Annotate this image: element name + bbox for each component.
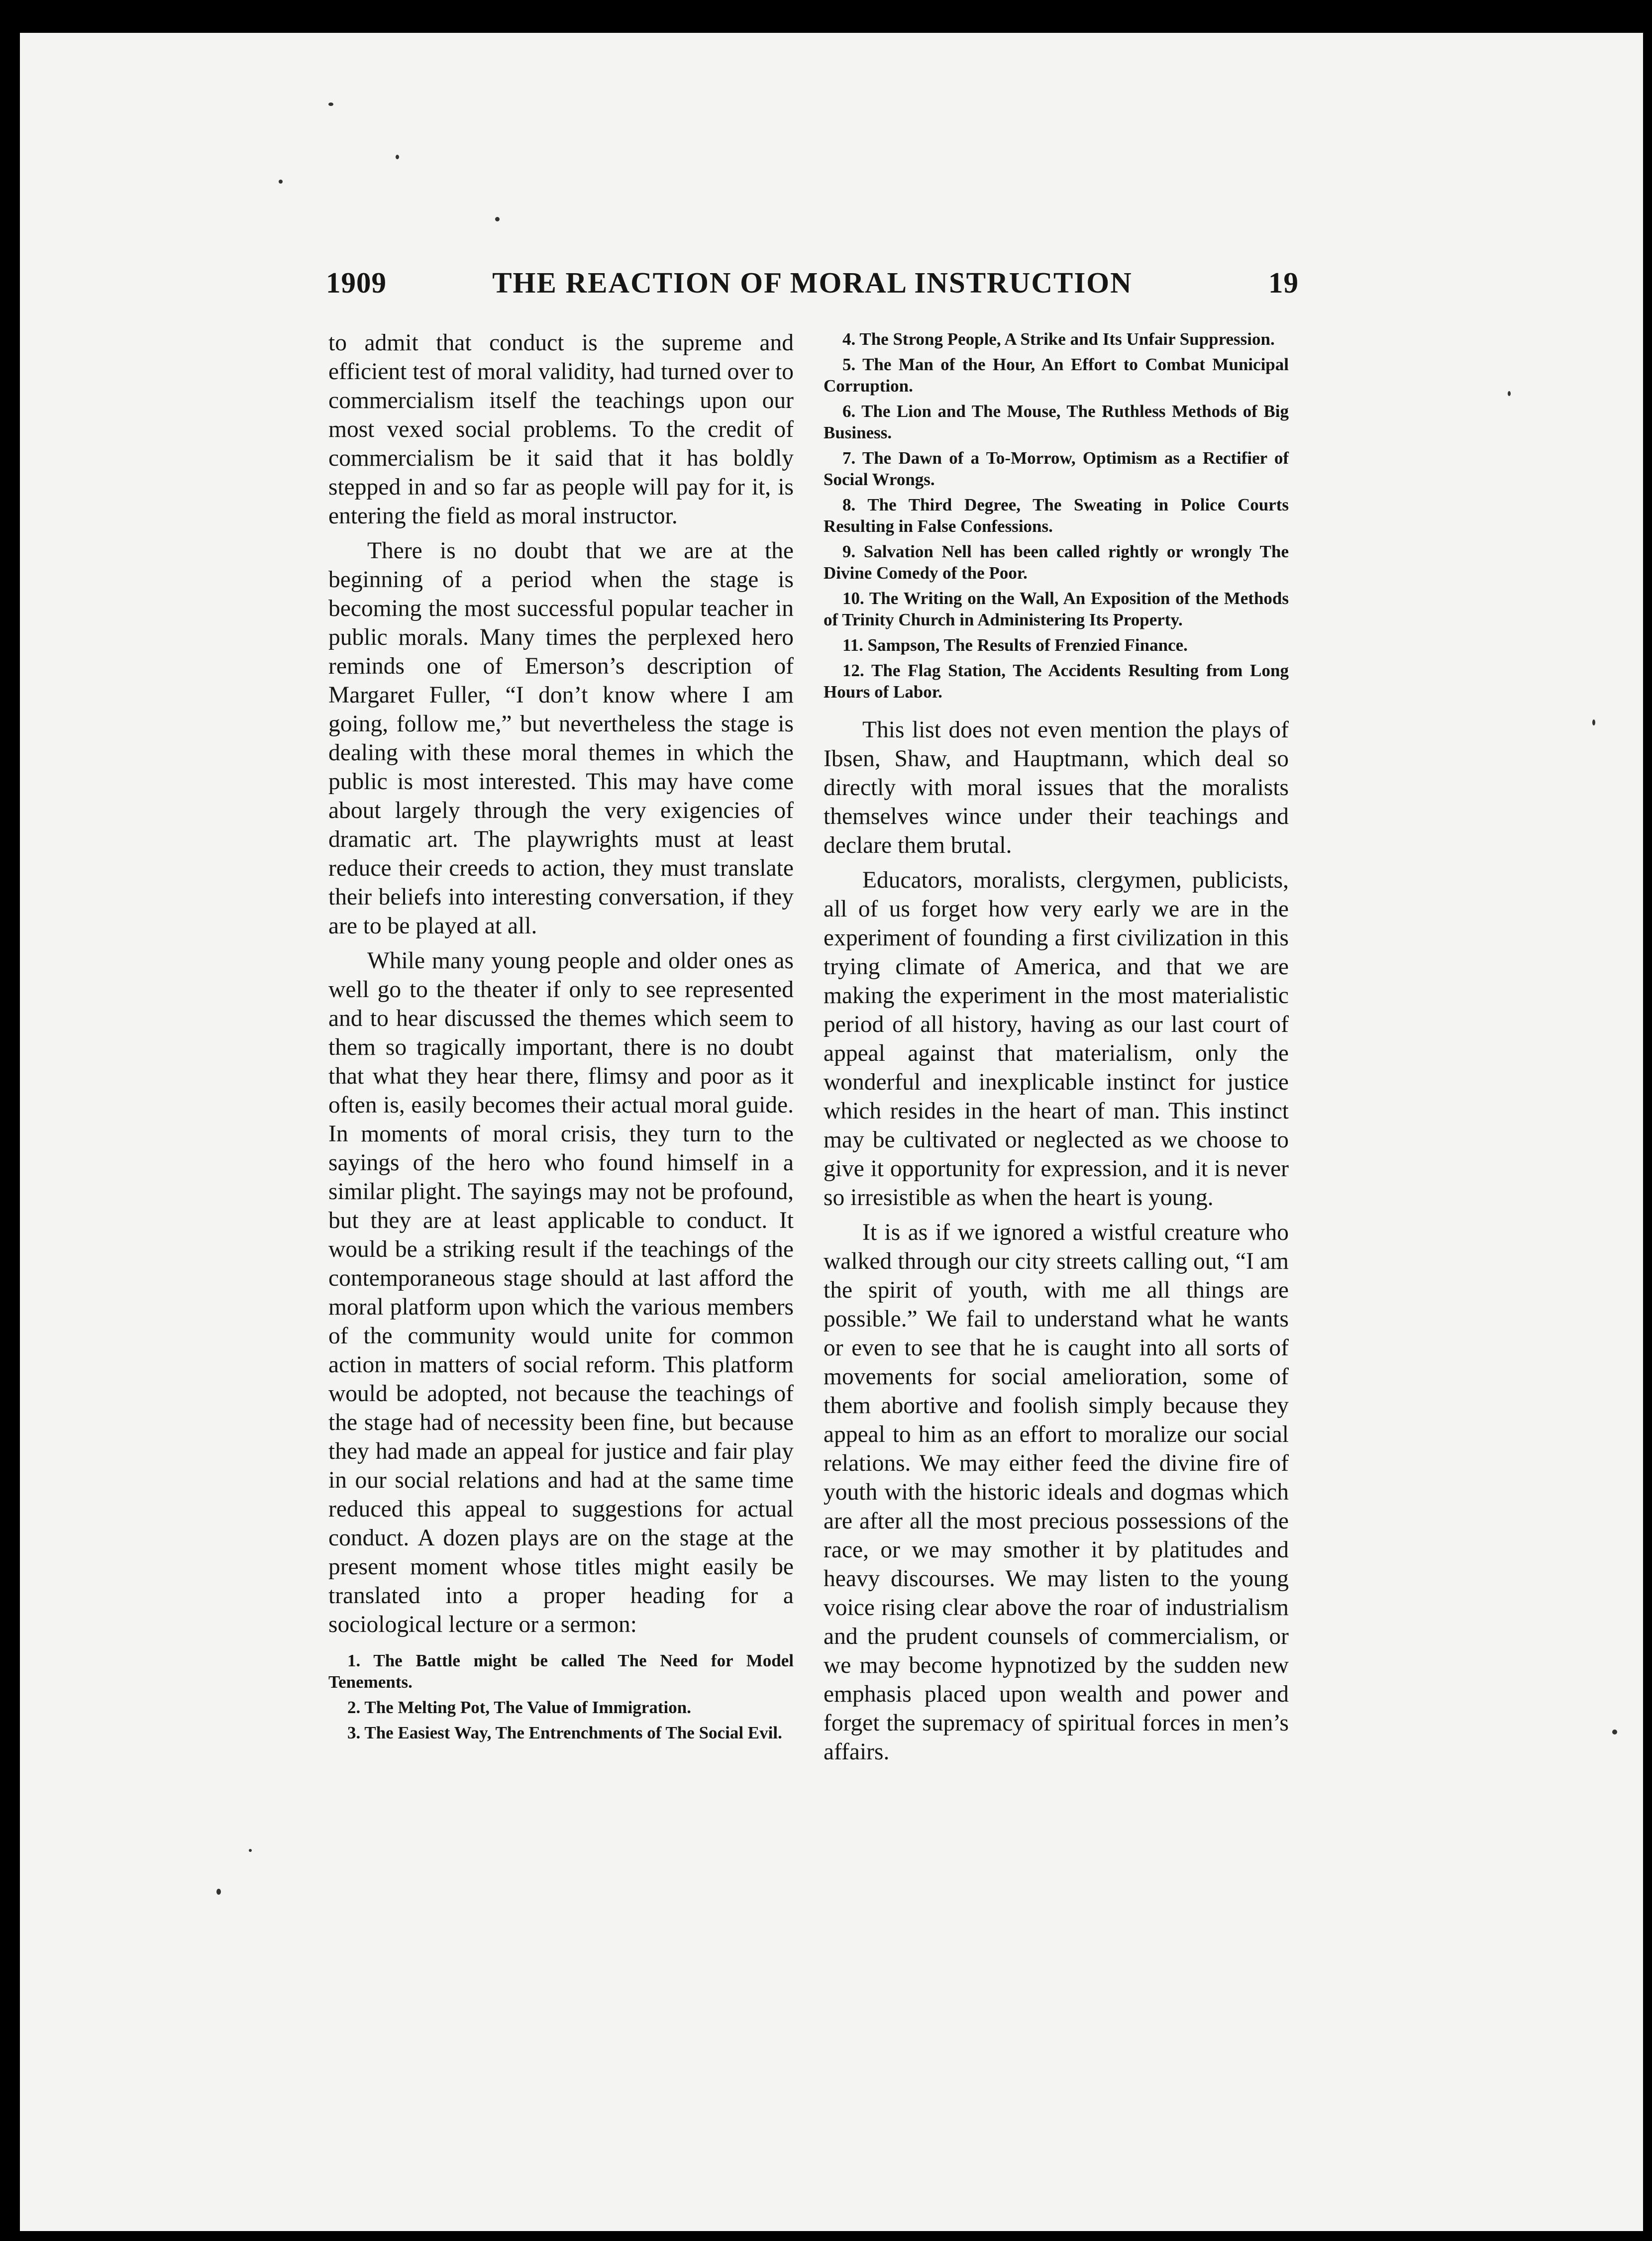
scan-speck	[216, 1889, 221, 1895]
paragraph: There is no doubt that we are at the beginning of a period when the stage is becoming the most successful popular teacher in public morals. Many times the perplexed hero reminds one of Emerson’s description of Margaret Fuller, “I don’t know where I am going, follow me,” but nevertheless the stage is dealing with these moral themes in which the public is most interested. This may have come about largely through the very exigencies of dramatic art. The playwrights must at least reduce their creeds to action, they must translate their beliefs into interesting conversation, if they are to be played at all.	[328, 538, 794, 939]
running-header	[326, 265, 1299, 301]
scan-speck	[249, 1849, 252, 1852]
play-list-item: 12. The Flag Station, The Accidents Resulting from Long Hours of Labor.	[824, 661, 1289, 702]
paragraph: While many young people and older ones as well go to the theater if only to see represented and to hear discussed the themes which seem to them so tragically important, there is no doubt that what they hear there, flimsy and poor as it often is, easily becomes their actual moral guide. In moments of moral crisis, they turn to the sayings of the hero who found himself in a similar plight. The sayings may not be profound, but they are at least applicable to conduct. It would be a striking result if the teachings of the contemporaneous stage should at last afford the moral platform upon which the various members of the community would unite for common action in matters of social reform. This platform would be adopted, not because the teachings of the stage had of necessity been fine, but because they had made an appeal for justice and fair play in our social relations and had at the same time reduced this appeal to suggestions for actual conduct. A dozen plays are on the stage at the present moment whose titles might easily be translated into a proper heading for a sociological lecture or a sermon:	[328, 948, 794, 1637]
header-year: 1909	[326, 266, 387, 299]
play-list-item: 6. The Lion and The Mouse, The Ruthless Methods of Big Business.	[824, 402, 1289, 442]
scan-speck	[495, 217, 500, 221]
right-column	[824, 328, 1289, 1772]
paragraph: Educators, moralists, clergymen, publicists, all of us forget how very early we are in the experiment of founding a first civilization in this trying climate of America, and that we are making the experiment in the most materialistic period of all history, having as our last court of appeal against that materialism, only the wonderful and inexplicable instinct for justice which resides in the heart of man. This instinct may be cultivated or neglected as we choose to give it opportunity for expression, and it is never so irresistible as when the heart is young.	[824, 867, 1289, 1211]
play-list-item: 1. The Battle might be called The Need for Model Tenements.	[328, 1651, 794, 1692]
play-list	[328, 1650, 794, 1743]
paragraph: This list does not even mention the plays of Ibsen, Shaw, and Hauptmann, which deal so directly with moral issues that the moralists themselves wince under their teachings and declare them brutal.	[824, 717, 1289, 858]
header-title: THE REACTION OF MORAL INSTRUCTION	[492, 266, 1133, 299]
play-list-item: 8. The Third Degree, The Sweating in Police Courts Resulting in False Confessions.	[824, 495, 1289, 536]
play-list	[824, 328, 1289, 703]
left-column	[328, 328, 794, 1747]
play-list-item: 5. The Man of the Hour, An Effort to Combat Municipal Corruption.	[824, 355, 1289, 396]
scan-speck	[1612, 1730, 1617, 1734]
play-list-item: 3. The Easiest Way, The Entrenchments of The Social Evil.	[347, 1723, 782, 1742]
play-list-item: 9. Salvation Nell has been called rightly or wrongly The Divine Comedy of the Poor.	[824, 542, 1289, 583]
scan-speck	[1592, 719, 1595, 725]
play-list-item: 10. The Writing on the Wall, An Exposition of the Methods of Trinity Church in Administering Its Property.	[824, 589, 1289, 629]
play-list-item: 2. The Melting Pot, The Value of Immigration.	[347, 1698, 691, 1717]
scan-speck	[279, 180, 283, 184]
play-list-item: 11. Sampson, The Results of Frenzied Finance.	[842, 635, 1188, 655]
paragraph: It is as if we ignored a wistful creature who walked through our city streets calling out, “I am the spirit of youth, with me all things are possible.” We fail to understand what he wants or even to see that he is caught into all sorts of movements for social amelioration, some of them abortive and foolish simply because they appeal to him as an effort to moralize our social relations. We may either feed the divine fire of youth with the historic ideals and dogmas which are after all the most precious possessions of the race, or we may smother it by platitudes and heavy discourses. We may listen to the young voice rising clear above the roar of industrialism and the prudent counsels of commercialism, or we may become hypnotized by the sudden new emphasis placed upon wealth and power and forget the supremacy of spiritual forces in men’s affairs.	[824, 1220, 1289, 1765]
paragraph: to admit that conduct is the supreme and efficient test of moral validity, had turned over to commercialism itself the teachings upon our most vexed social problems. To the credit of commercialism be it said that it has boldly stepped in and so far as people will pay for it, is entering the field as moral instructor.	[328, 330, 794, 529]
scan-speck	[328, 102, 333, 106]
scan-speck	[396, 155, 399, 159]
page-number: 19	[1268, 266, 1299, 299]
play-list-item: 4. The Strong People, A Strike and Its Unfair Suppression.	[842, 329, 1275, 349]
play-list-item: 7. The Dawn of a To-Morrow, Optimism as a Rectifier of Social Wrongs.	[824, 448, 1289, 489]
scan-speck	[1508, 391, 1511, 396]
